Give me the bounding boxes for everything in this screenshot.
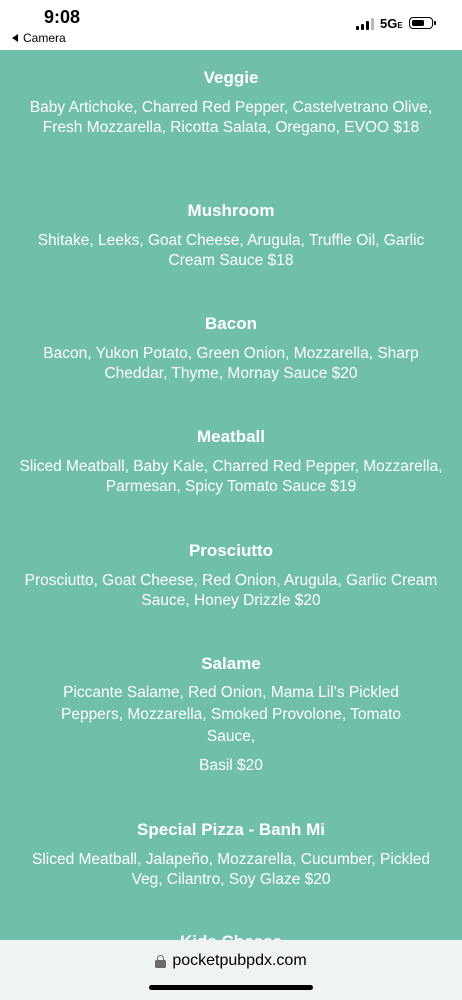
menu-item-veggie — [0, 68, 462, 138]
menu-item-salame — [0, 654, 462, 776]
menu-item-title: Salame — [201, 654, 261, 673]
menu-item-title: Prosciutto — [188, 541, 274, 560]
menu-item-title: Veggie — [203, 68, 259, 87]
status-bar — [0, 0, 462, 50]
menu-item-description: Bacon, Yukon Potato, Green Onion, Mozzarella, Sharp Cheddar, Thyme, Mornay Sauce $20 — [43, 345, 419, 382]
battery-level — [412, 20, 425, 26]
menu-item-description: Shitake, Leeks, Goat Cheese, Arugula, Truffle Oil, Garlic Cream Sauce $18 — [37, 232, 425, 269]
menu-item-description: Piccante Salame, Red Onion, Mama Lil’s Pickled Peppers, Mozzarella, Smoked Provolone, Tomato Sauce, — [60, 684, 402, 745]
cellular-signal-icon — [356, 18, 374, 30]
menu-item-description: Prosciutto, Goat Cheese, Red Onion, Arugula, Garlic Cream Sauce, Honey Drizzle $20 — [24, 572, 438, 609]
lock-icon — [155, 955, 166, 968]
menu-item-description: Sliced Meatball, Jalapeño, Mozzarella, Cucumber, Pickled Veg, Cilantro, Soy Glaze $20 — [31, 851, 431, 888]
menu-item-meatball — [0, 427, 462, 497]
menu-item-prosciutto — [0, 541, 462, 611]
back-to-app-link[interactable] — [12, 31, 66, 45]
menu-item-mushroom — [0, 201, 462, 271]
back-link-label: Camera — [23, 31, 66, 45]
back-arrow-icon — [12, 34, 18, 42]
network-type: 5GE — [380, 16, 403, 31]
menu-item-title: Meatball — [196, 427, 266, 446]
menu-item-description: Sliced Meatball, Baby Kale, Charred Red Pepper, Mozzarella, Parmesan, Spicy Tomato Sauce $19 — [19, 458, 443, 495]
menu-item-banh-mi — [0, 820, 462, 890]
menu-item-title: Mushroom — [187, 201, 275, 220]
url-text[interactable]: pocketpubpdx.com — [172, 952, 307, 969]
battery-tip — [434, 21, 436, 25]
menu-item-title: Special Pizza - Banh Mi — [137, 820, 325, 839]
browser-url-bar[interactable] — [0, 940, 462, 1000]
home-indicator[interactable] — [149, 985, 313, 990]
menu-item-title: Bacon — [205, 314, 257, 333]
status-time: 9:08 — [44, 7, 81, 27]
menu-item-description: Baby Artichoke, Charred Red Pepper, Castelvetrano Olive, Fresh Mozzarella, Ricotta Salata, Oregano, EVOO $18 — [29, 99, 433, 136]
menu-item-bacon — [0, 314, 462, 384]
battery-icon — [409, 17, 433, 29]
menu-item-description-continued: Basil $20 — [199, 757, 263, 774]
